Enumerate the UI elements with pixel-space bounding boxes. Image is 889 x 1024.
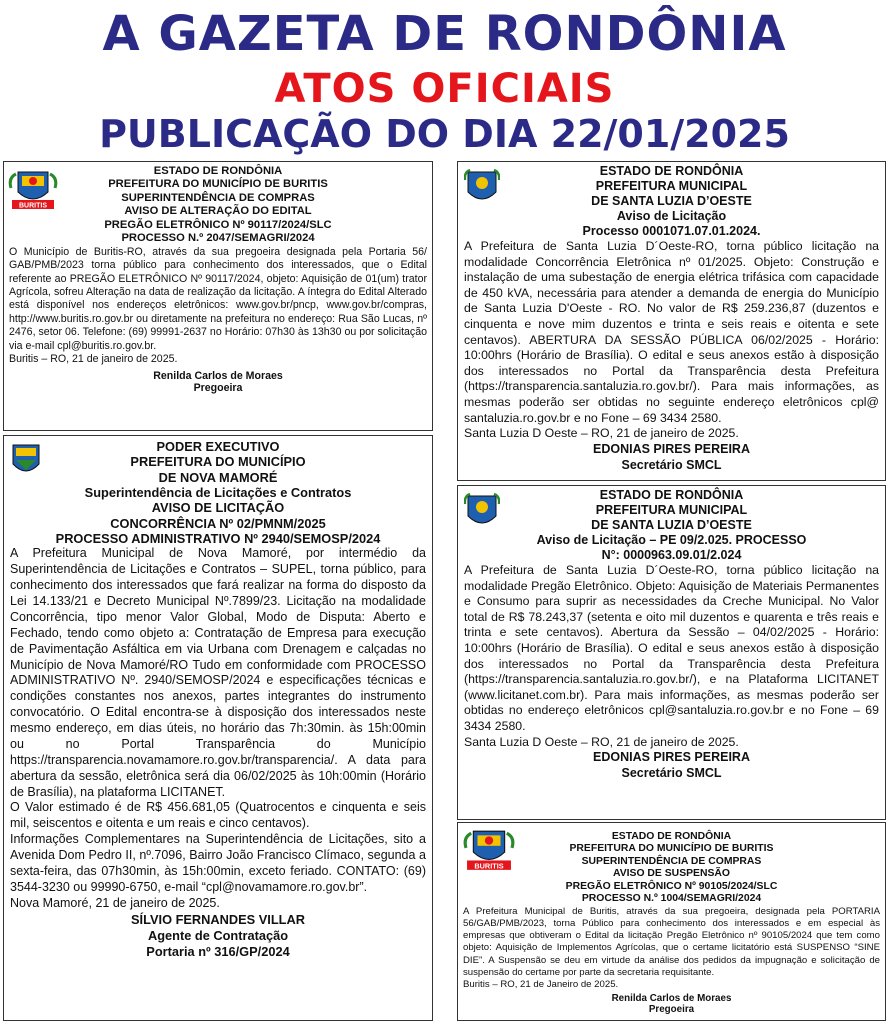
signer-role: Secretário SMCL xyxy=(621,457,722,472)
notice-body: A Prefeitura de Santa Luzia D´Oeste-RO, torna público licitação na modalidade Concorrência Eletrônica nº 01/2025. Objeto: Construção e instalação de uma subestação de energia elétrica trifásica com capacidade de 450 kVA, necessária para atender a demanda de energia do Município de Santa Luzia D'Oeste - RO. No valor de R$ 259.236,87 (duzentos e cinquenta e nove mim duzentos e trinta e seis reais e oitenta e sete centavos). ABERTURA DA SESSÃO PÚBLICA 06/02/2025 - Horário: 10:00hrs (Horário de Brasília). O edital e seus anexos estão à disposição dos interessados no Portal da Transparência desta Prefeitura (https://transparencia.santaluzia.ro.gov.br/). Para mais informações, as mesmas poderão ser obtidas no seguinte endereço eletrônicos cpl@ santaluzia.ro.gov.br e no Fone – 69 3434 2580. xyxy=(464,239,879,425)
heading-municipio: DE NOVA MAMORÉ xyxy=(158,469,278,485)
heading-superintendencia: SUPERINTENDÊNCIA DE COMPRAS xyxy=(581,855,762,867)
heading-processo: PROCESSO ADMINISTRATIVO Nº 2940/SEMOSP/2024 xyxy=(55,531,381,547)
signer-name: SÍLVIO FERNANDES VILLAR xyxy=(131,911,305,927)
heading-prefeitura: PREFEITURA DO MUNICÍPIO xyxy=(130,454,306,470)
signer-name: Renilda Carlos de Moraes xyxy=(153,369,283,382)
notice-date: Santa Luzia D Oeste – RO, 21 de janeiro de 2025. xyxy=(464,426,739,441)
notice-buritis-suspensao xyxy=(457,822,886,1021)
heading-municipio: DE SANTA LUZIA D’OESTE xyxy=(591,194,752,208)
signer-name: Renilda Carlos de Moraes xyxy=(611,993,732,1005)
heading-aviso: AVISO DE SUSPENSÃO xyxy=(612,868,731,880)
heading-state: ESTADO DE RONDÔNIA xyxy=(611,831,732,842)
signer-role: Pregoeira xyxy=(648,1004,695,1016)
heading-processo: N°: 0000963.09.01/2.024 xyxy=(601,548,742,562)
signer-name: EDONIAS PIRES PEREIRA xyxy=(593,441,750,456)
heading-concorrencia: CONCORRÊNCIA Nº 02/PMNM/2025 xyxy=(110,515,326,531)
heading-superintendencia: SUPERINTENDÊNCIA DE COMPRAS xyxy=(121,191,315,204)
signer-role: Pregoeira xyxy=(193,381,243,394)
svg-text:BURITIS: BURITIS xyxy=(474,861,504,871)
signer-name: EDONIAS PIRES PEREIRA xyxy=(593,750,750,765)
heading-poder: PODER EXECUTIVO xyxy=(156,439,280,454)
heading-superintendencia: Superintendência de Licitações e Contratos xyxy=(84,485,352,501)
signer-role: Agente de Contratação xyxy=(147,927,289,943)
notice-date: Nova Mamoré, 21 de janeiro de 2025. xyxy=(10,895,220,910)
notice-date: Santa Luzia D Oeste – RO, 21 de janeiro de 2025. xyxy=(464,734,739,749)
heading-aviso: Aviso de Licitação – PE 09/2.025. PROCESSO xyxy=(536,533,807,547)
heading-aviso: AVISO DE LICITAÇÃO xyxy=(151,500,285,516)
notice-body: O Município de Buritis-RO, através da sua pregoeira designada pela Portaria 56/ GAB/PMB/2023 torna público para conhecimento dos interessados, que o Edital referente ao PREGÃO ELETRÔNICO Nº 90117/2024, objeto: Aquisição de 01(um) trator Agrícola, sofreu Alteração na data de realização da licitação. A íntegra do Edital Alterado está disponível nos endereços eletrônicos: www.gov.br/pncp, www.gov.br/compras, http://www.buritis.ro.gov.br ou diretamente na prefeitura no endereço: Rua São Lucas, nº 2476, setor 06. Telefone: (69) 99991-2637 no Horário: 07h30 às 13h30 ou por solicitação via e-mail cpl@buritis.ro.gov.br. xyxy=(9,245,427,352)
heading-prefeitura: PREFEITURA DO MUNICÍPIO DE BURITIS xyxy=(569,843,774,855)
heading-aviso: Aviso de Licitação xyxy=(616,209,727,223)
heading-state: ESTADO DE RONDÔNIA xyxy=(153,165,283,177)
buritis-seal-icon xyxy=(8,168,58,212)
notice-buritis-alteracao xyxy=(3,161,433,431)
heading-state: ESTADO DE RONDÔNIA xyxy=(599,488,744,502)
heading-processo: PROCESSO N.º 1004/SEMAGRI/2024 xyxy=(581,893,762,905)
signer-role: Secretário SMCL xyxy=(621,765,722,780)
notice-value: O Valor estimado é de R$ 456.681,05 (Quatrocentos e cinquenta e seis mil, seiscentos e oitenta e um reais e cinco centavos). xyxy=(10,800,426,831)
heading-state: ESTADO DE RONDÔNIA xyxy=(599,164,744,178)
heading-pregao: PREGÃO ELETRÔNICO Nº 90117/2024/SLC xyxy=(104,218,332,231)
masthead-title: A GAZETA DE RONDÔNIA xyxy=(102,6,787,62)
heading-municipio: DE SANTA LUZIA D’OESTE xyxy=(591,518,752,532)
nova-mamore-seal-icon xyxy=(10,442,42,480)
santa-luzia-seal-icon xyxy=(464,168,500,208)
buritis-seal-icon xyxy=(462,827,516,873)
notice-date: Buritis – RO, 21 de Janeiro de 2025. xyxy=(463,978,619,990)
heading-prefeitura: PREFEITURA MUNICIPAL xyxy=(595,179,748,193)
notice-body: A Prefeitura Municipal de Buritis, através da sua pregoeira, designada pela PORTARIA 56/GAB/PMB/2023, torna Público para conhecimento dos interessados e em especial às empresas que obtiveram o Edital da licitação Pregão Eletrônico nº 90105/2024 que tem como objeto: Aquisição de Implementos Agrícolas, que o certame licitatório está SUSPENSO “SINE DIE”. A Suspensão se deu em virtude da análise dos pedidos da impugnação e solicitação de suspensão do certame por parte da secretaria requisitante. xyxy=(463,905,880,978)
publication-date: PUBLICAÇÃO DO DIA 22/01/2025 xyxy=(99,112,790,156)
heading-pregao: PREGÃO ELETRÔNICO Nº 90105/2024/SLC xyxy=(565,880,778,892)
notice-santa-luzia-pregao xyxy=(457,485,886,820)
notice-date: Buritis – RO, 21 de janeiro de 2025. xyxy=(9,353,178,366)
heading-prefeitura: PREFEITURA DO MUNICÍPIO DE BURITIS xyxy=(108,178,328,191)
notice-info: Informações Complementares na Superintendência de Licitações, sito a Avenida Dom Pedro II, nº.7096, Bairro João Francisco Clímaco, segunda a sexta-feira, das 07h30min, às 15h:00min, exceto feriado. CONTATO: (69) 3544-3230 ou 99990-6750, e-mail “cpl@novamamore.ro.gov.br”. xyxy=(10,832,426,894)
notice-body: A Prefeitura Municipal de Nova Mamoré, por intermédio da Superintendência de Licitações e Contratos – SUPEL, torna público, para conhecimento dos interessados que fará realizar na forma do disposto da Lei 14.133/21 e Decreto Municipal Nº.7899/23. Licitação na modalidade Concorrência, tipo menor Valor Global, Modo de Disputa: Aberto e Fechado, tendo como objeto a: Contratação de Empresa para execução de Pavimentação Asfáltica em via Urbana com Drenagem e calçadas no Município de Nova Mamoré/RO Tudo em conformidade com PROCESSO ADMINISTRATIVO Nº. 2940/SEMOSP/2024 e especificações técnicas e condições constantes nos anexos, partes integrantes do instrumento convocatório. O Edital encontra-se à disposição dos interessados neste mesmo endereço, em dias úteis, no horário das 7h:30min. às 15h:00min ou no Portal Transparência do Município https://transparencia.novamamore.ro.gov.br/transparencia/. A data para abertura da sessão, eletrônica será dia 06/02/2025 às 10h:00min (Horário de Brasília), na plataforma LICITANET. xyxy=(10,546,426,799)
heading-prefeitura: PREFEITURA MUNICIPAL xyxy=(595,503,748,517)
notice-body: A Prefeitura de Santa Luzia D´Oeste-RO, torna público licitação na modalidade Pregão Eletrônico. Objeto: Aquisição de Materiais Permanentes e Consumo para suprir as necessidades da Creche Municipal. No Valor total de R$ 78.243,37 (setenta e oito mil duzentos e quarenta e três reais e trinta e sete centavos). Abertura da Sessão – 04/02/2025 - Horário: 10:00hrs (Horário de Brasília). O edital e seus anexos estão à disposição dos interessados no Portal da Transparência desta Prefeitura (https://transparencia.santaluzia.ro.gov.br/), e na Plataforma LICITANET (www.licitanet.com.br). Para mais informações, as mesmas poderão ser obtidas no endereço eletrônicos cpl@santaluzia.ro.gov.br e no Fone – 69 3434 2580. xyxy=(464,563,879,734)
heading-aviso: AVISO DE ALTERAÇÃO DO EDITAL xyxy=(124,205,312,218)
notice-santa-luzia-concorrencia xyxy=(457,161,886,481)
heading-processo: Processo 0001071.07.01.2024. xyxy=(582,224,761,238)
svg-text:BURITIS: BURITIS xyxy=(19,202,47,210)
signer-portaria: Portaria nº 316/GP/2024 xyxy=(146,943,290,959)
heading-processo: PROCESSO N.º 2047/SEMAGRI/2024 xyxy=(121,232,315,245)
santa-luzia-seal-icon xyxy=(464,492,500,532)
notice-nova-mamore xyxy=(3,435,433,1021)
masthead-subtitle: ATOS OFICIAIS xyxy=(274,66,615,112)
